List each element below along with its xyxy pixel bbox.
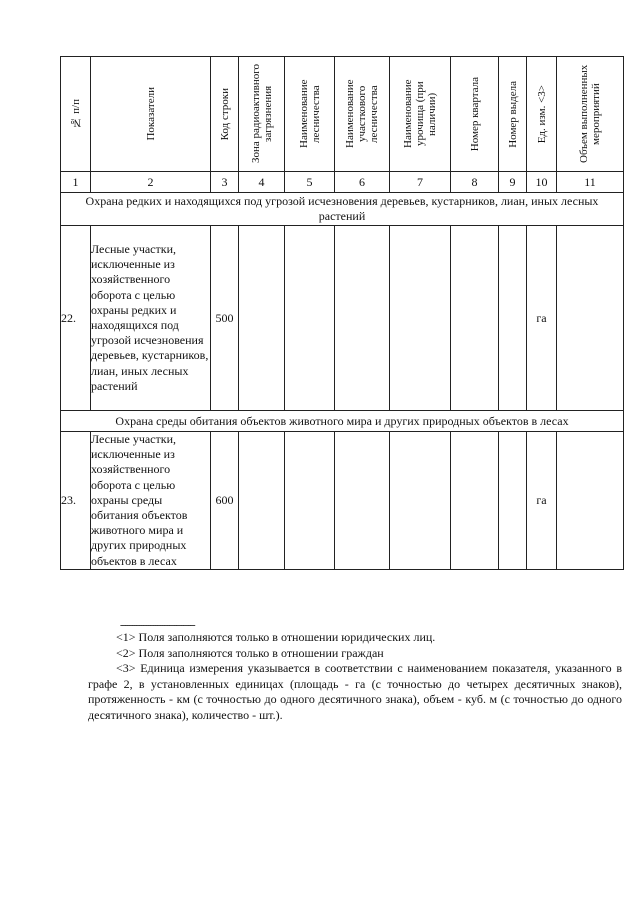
header-forestry: Наименование лесничества [285, 57, 335, 172]
empty-cell [390, 432, 451, 570]
table-row [61, 226, 624, 411]
column-number: 4 [239, 172, 285, 193]
footnote-2: <2> Поля заполняются только в отношении граждан [116, 645, 384, 660]
column-number: 1 [61, 172, 91, 193]
column-number: 6 [335, 172, 390, 193]
empty-cell [557, 432, 624, 570]
report-table [60, 56, 624, 570]
empty-cell [335, 226, 390, 411]
footnote-separator: -------------------------------- [120, 620, 195, 631]
section-title-rare-plants: Охрана редких и находящихся под угрозой исчезновения деревьев, кустарников, лиан, иных лесных растений [61, 193, 624, 226]
header-unit: Ед. изм. <3> [527, 57, 557, 172]
section-title-wildlife-habitat: Охрана среды обитания объектов животного мира и других природных объектов в лесах [61, 411, 624, 432]
column-numbers-row [61, 172, 624, 193]
header-district-forestry: Наименование участкового лесничества [335, 57, 390, 172]
row-index: 23. [61, 432, 91, 570]
empty-cell [499, 226, 527, 411]
header-quarter-number: Номер квартала [451, 57, 499, 172]
header-tract: Наименование урочища (при наличии) [390, 57, 451, 172]
empty-cell [451, 226, 499, 411]
empty-cell [239, 432, 285, 570]
header-row-code: Код строки [211, 57, 239, 172]
row-index: 22. [61, 226, 91, 411]
column-number: 10 [527, 172, 557, 193]
header-volume: Объем выполненных мероприятий [557, 57, 624, 172]
empty-cell [239, 226, 285, 411]
footnote-1: <1> Поля заполняются только в отношении юридических лиц. [116, 630, 436, 644]
column-number: 11 [557, 172, 624, 193]
header-indicators: Показатели [91, 57, 211, 172]
empty-cell [390, 226, 451, 411]
row-code: 600 [211, 432, 239, 570]
column-number: 9 [499, 172, 527, 193]
row-indicator: Лесные участки, исключенные из хозяйственного оборота с целью охраны среды обитания объектов животного мира и других природных объектов в лесах [91, 432, 211, 570]
column-number: 7 [390, 172, 451, 193]
empty-cell [499, 432, 527, 570]
column-number: 3 [211, 172, 239, 193]
empty-cell [335, 432, 390, 570]
row-unit: га [527, 226, 557, 411]
footnote-3: <3> Единица измерения указывается в соответствии с наименованием показателя, указанного в графе 2, в установленных единицах (площадь - га (с точностью до четырех десятичных знаков), протяженность - км (с точностью до одного десятичного знака), объем - куб. м (с точностью до одного десятичного знака), количество - шт.). [88, 661, 622, 722]
footnotes [88, 630, 622, 724]
row-code: 500 [211, 226, 239, 411]
table-row [61, 432, 624, 570]
header-allotment-number: Номер выдела [499, 57, 527, 172]
section-heading-row [61, 411, 624, 432]
header-index: № п/п [61, 57, 91, 172]
column-number: 8 [451, 172, 499, 193]
header-row [61, 57, 624, 172]
empty-cell [285, 226, 335, 411]
row-indicator: Лесные участки, исключенные из хозяйственного оборота с целью охраны редких и находящихся под угрозой исчезновения деревьев, кустарников, лиан, иных лесных растений [91, 226, 211, 411]
empty-cell [451, 432, 499, 570]
row-unit: га [527, 432, 557, 570]
empty-cell [285, 432, 335, 570]
header-radiation-zone: Зона радиоактивного загрязнения [239, 57, 285, 172]
empty-cell [557, 226, 624, 411]
column-number: 5 [285, 172, 335, 193]
section-heading-row [61, 193, 624, 226]
column-number: 2 [91, 172, 211, 193]
